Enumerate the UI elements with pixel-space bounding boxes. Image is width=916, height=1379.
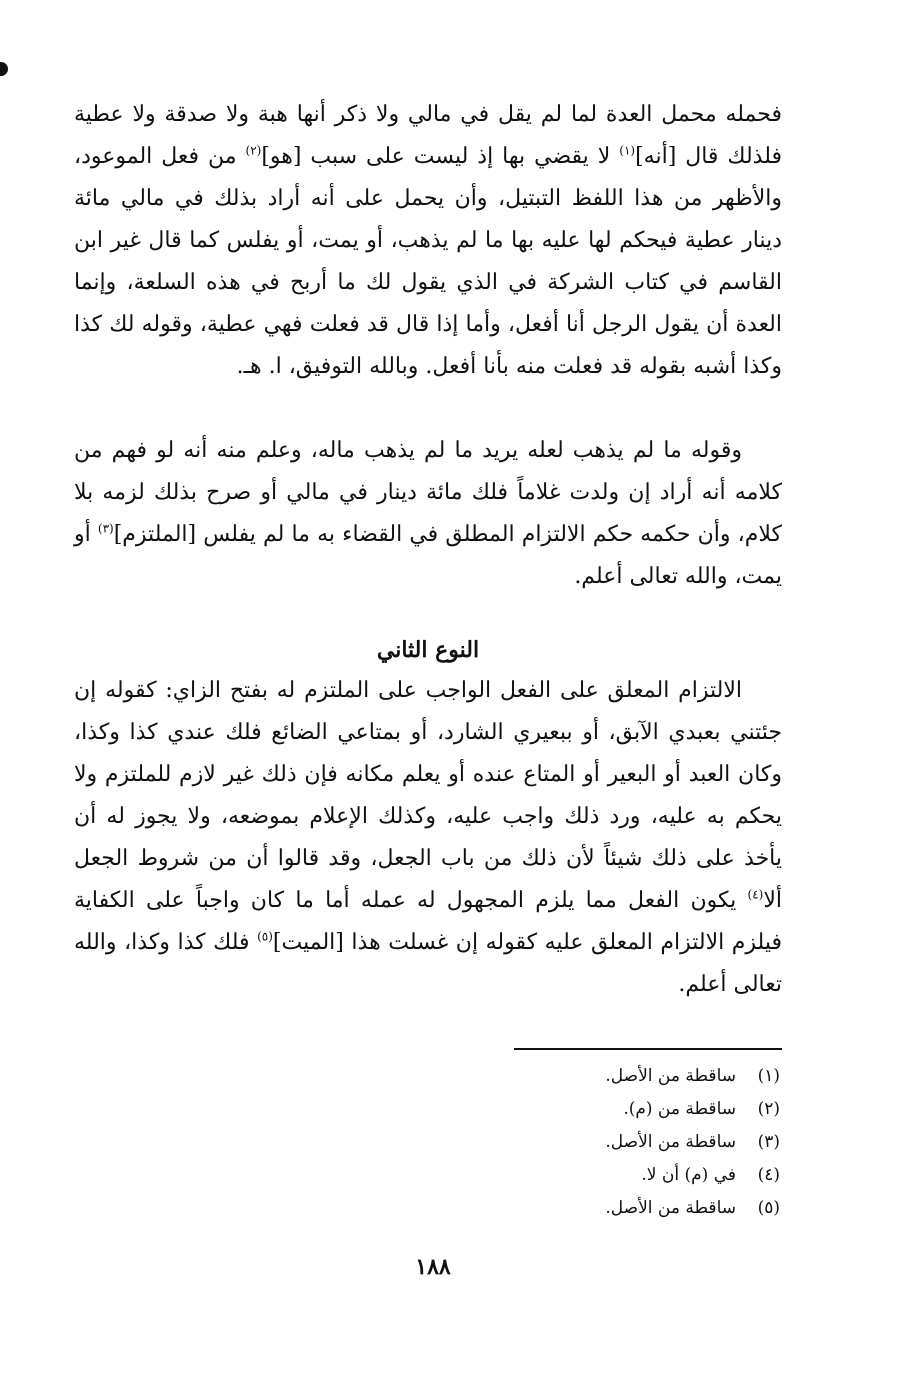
footnote-number: (٢) xyxy=(757,1099,780,1119)
paragraph-1-text-c: من فعل الموعود، والأظهر من هذا اللفظ التبتيل، وأن يحمل على أنه أراد بذلك في مالي مائة دينار عطية فيحكم لها عليه بها ما لم يذهب، أو يمت، أو يفلس كما قال غير ابن القاسم في كتاب الشركة في الذي يقول لك ما أربح في هذه السلعة، وإنما العدة أن يقول الرجل أنا أفعل، وأما إذا قال قد فعلت فهي عطية، وقوله لك كذا وكذا أشبه بقوله قد فعلت منه بأنا أفعل. وبالله التوفيق، ا. هـ. xyxy=(74,144,782,379)
footnote-number: (٤) xyxy=(757,1165,780,1185)
footnote-ref-2[interactable]: (٢) xyxy=(245,143,262,158)
section-heading: النوع الثاني xyxy=(376,637,480,663)
paragraph-3-text-c: فلك كذا وكذا، والله تعالى أعلم. xyxy=(74,930,782,997)
paragraph-2 xyxy=(74,430,782,598)
paragraph-3-text-a: الالتزام المعلق على الفعل الواجب على الملتزم له بفتح الزاي: كقوله إن جئتني بعبدي الآبق، أو ببعيري الشارد، أو بمتاعي الضائع فلك عندي كذا وكذا، وكان العبد أو البعير أو المتاع عنده أو يعلم مكانه فإن ذلك غير لازم للملتزم ولا يحكم به عليه، ورد ذلك واجب عليه، وكذلك الإعلام بموضعه، ولا يجوز له أن يأخذ على ذلك شيئاً لأن ذلك من باب الجعل، وقد قالوا أن من شروط الجعل ألا xyxy=(74,678,782,913)
footnote-ref-1[interactable]: (١) xyxy=(619,143,636,158)
footnote-item xyxy=(440,1093,780,1126)
footnote-text: ساقطة من (م). xyxy=(623,1099,736,1119)
paragraph-1 xyxy=(74,94,782,388)
footnote-text: ساقطة من الأصل. xyxy=(605,1132,736,1152)
footnote-text: ساقطة من الأصل. xyxy=(605,1198,736,1218)
footnote-ref-4[interactable]: (٤) xyxy=(747,887,764,902)
paragraph-3-text-b: يكون الفعل مما يلزم المجهول له عمله أما ما كان واجباً على الكفاية فيلزم الالتزام المعلق عليه كقوله إن غسلت هذا [الميت] xyxy=(74,888,782,955)
footnote-item xyxy=(440,1192,780,1225)
footnote-item xyxy=(440,1060,780,1093)
paragraph-2-text-b: أو يمت، والله تعالى أعلم. xyxy=(74,522,782,589)
footnote-number: (٥) xyxy=(757,1198,780,1218)
paragraph-2-text-a: وقوله ما لم يذهب لعله يريد ما لم يذهب ماله، وعلم منه أنه لو فهم من كلامه أنه أراد إن ولدت غلاماً فلك مائة دينار في مالي أو صرح بذلك لزمه بلا كلام، وأن حكمه حكم الالتزام المطلق في القضاء به ما لم يفلس [الملتزم] xyxy=(74,438,783,547)
footnote-number: (٣) xyxy=(757,1132,780,1152)
footnote-text: ساقطة من الأصل. xyxy=(605,1066,736,1086)
footnote-divider xyxy=(514,1048,782,1050)
paragraph-1-text-a: فحمله محمل العدة لما لم يقل في مالي ولا ذكر أنها هبة ولا صدقة ولا عطية فلذلك قال [أنه] xyxy=(74,102,782,169)
footnote-ref-3[interactable]: (٣) xyxy=(97,521,114,536)
paragraph-3 xyxy=(74,670,782,1006)
scan-edge-mark xyxy=(0,62,8,76)
footnote-ref-5[interactable]: (٥) xyxy=(257,929,273,944)
page-number: ١٨٨ xyxy=(415,1254,451,1280)
footnote-item xyxy=(440,1159,780,1192)
footnote-number: (١) xyxy=(757,1066,780,1086)
footnotes-list xyxy=(440,1060,780,1225)
paragraph-1-text-b: لا يقضي بها إذ ليست على سبب [هو] xyxy=(261,144,620,169)
footnote-text: في (م) أن لا. xyxy=(641,1165,736,1185)
footnote-item xyxy=(440,1126,780,1159)
